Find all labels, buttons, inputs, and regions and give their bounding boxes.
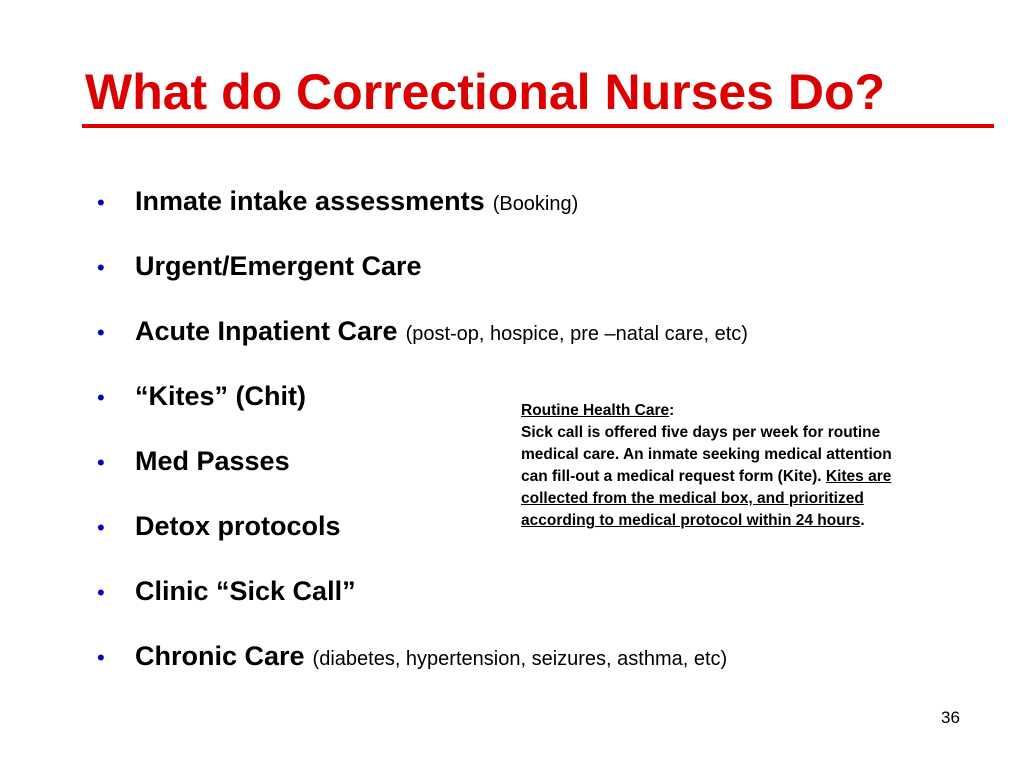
bullet-dot-icon: • (97, 580, 105, 605)
bullet-main-text: Acute Inpatient Care (135, 316, 398, 346)
page-number: 36 (941, 708, 960, 727)
bullet-item (97, 576, 748, 641)
callout-line (521, 466, 1001, 488)
title-underline (82, 124, 994, 128)
callout-heading-line (521, 400, 1001, 422)
bullet-note-text: (Booking) (492, 193, 579, 215)
bullet-dot-icon: • (97, 450, 105, 475)
bullet-main-text: “Kites” (Chit) (135, 381, 306, 411)
bullet-note-text: (diabetes, hypertension, seizures, asthma, etc) (312, 648, 728, 670)
bullet-dot-icon: • (97, 255, 105, 280)
callout-period: . (860, 512, 865, 529)
bullet-main-text: Med Passes (135, 446, 290, 476)
bullet-dot-icon: • (97, 645, 105, 670)
callout-line: Sick call is offered five days per week for routine (521, 424, 881, 441)
bullet-item (97, 186, 748, 251)
bullet-note-text: (post-op, hospice, pre –natal care, etc) (405, 323, 748, 345)
slide-title: What do Correctional Nurses Do? (85, 64, 886, 120)
bullet-main-text: Detox protocols (135, 511, 341, 541)
bullet-main-text: Urgent/Emergent Care (135, 251, 422, 281)
bullet-main-text: Clinic “Sick Call” (135, 576, 356, 606)
callout-text: can fill-out a medical request form (Kite). (521, 468, 826, 485)
bullet-item (97, 251, 748, 316)
callout-line: medical care. An inmate seeking medical attention (521, 446, 892, 463)
bullet-main-text: Inmate intake assessments (135, 186, 485, 216)
bullet-dot-icon: • (97, 385, 105, 410)
callout-heading-colon: : (669, 402, 675, 419)
bullet-dot-icon: • (97, 190, 105, 215)
callout-underlined-text: according to medical protocol within 24 hours (521, 512, 861, 529)
bullet-dot-icon: • (97, 515, 105, 540)
bullet-main-text: Chronic Care (135, 641, 305, 671)
bullet-item (97, 641, 748, 706)
routine-health-care-callout (521, 400, 1001, 532)
callout-underlined-text: Kites are (825, 468, 892, 485)
callout-line (521, 510, 1001, 532)
callout-underlined-line: collected from the medical box, and prioritized (521, 490, 864, 507)
bullet-item (97, 316, 748, 381)
bullet-dot-icon: • (97, 320, 105, 345)
callout-heading: Routine Health Care (521, 402, 670, 419)
